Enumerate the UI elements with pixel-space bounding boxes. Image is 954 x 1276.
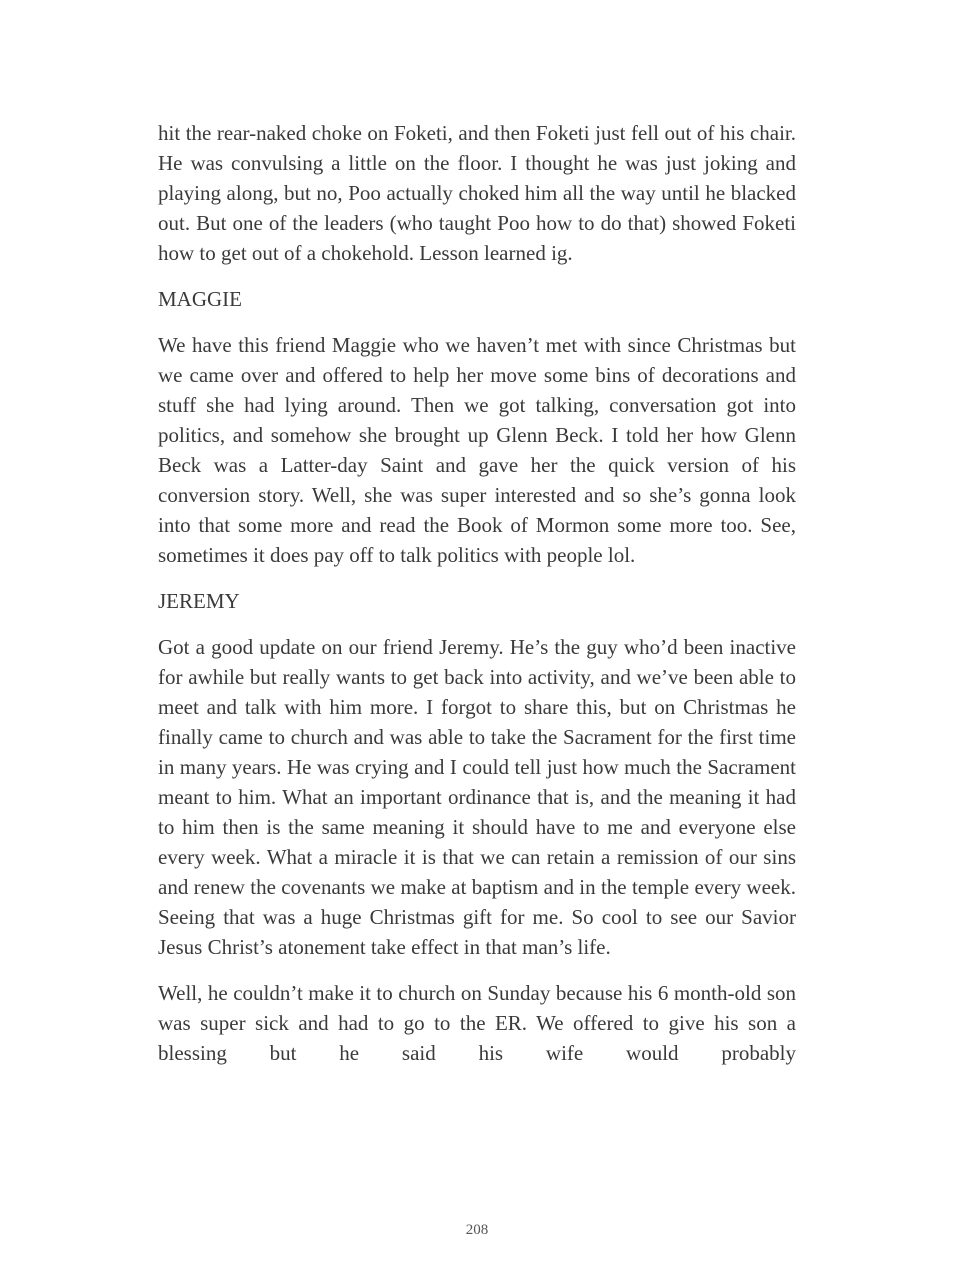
page-number: 208 bbox=[465, 1222, 489, 1238]
paragraph-foketi: hit the rear-naked choke on Foketi, and then Foketi just fell out of his chair. He was convulsing a little on the floor. I thought he was just joking and playing along, but no, Poo actually choked him all the way until he blacked out. But one of the leaders (who taught Poo how to do that) showed Foketi how to get out of a chokehold. Lesson learned ig. bbox=[158, 121, 796, 265]
paragraph-jeremy: Got a good update on our friend Jeremy. He’s the guy who’d been inactive for awhile but really wants to get back into activity, and we’ve been able to meet and talk with him more. I forgot to share this, but on Christmas he finally came to church and was able to take the Sacrament for the first time in many years. He was crying and I could tell just how much the Sacrament meant to him. What an important ordinance that is, and the meaning it had to him then is the same meaning it should have to me and everyone else every week. What a miracle it is that we can retain a remission of our sins and renew the covenants we make at baptism and in the temple every week. Seeing that was a huge Christmas gift for me. So cool to see our Savior Jesus Christ’s atonement take effect in that man’s life. bbox=[158, 635, 796, 959]
paragraph-jeremy-continued: Well, he couldn’t make it to church on Sunday because his 6 month-old son was super sick and had to go to the ER. We offered to give his son a blessing but he said his wife would probably bbox=[158, 981, 796, 1065]
section-heading-maggie: MAGGIE bbox=[158, 287, 242, 311]
page-body bbox=[158, 118, 796, 1068]
section-heading-jeremy: JEREMY bbox=[158, 589, 240, 613]
paragraph-maggie: We have this friend Maggie who we haven’t met with since Christmas but we came over and offered to help her move some bins of decorations and stuff she had lying around. Then we got talking, conversation got into politics, and somehow she brought up Glenn Beck. I told her how Glenn Beck was a Latter-day Saint and gave her the quick version of his conversion story. Well, she was super interested and so she’s gonna look into that some more and read the Book of Mormon some more too. See, sometimes it does pay off to talk politics with people lol. bbox=[158, 333, 796, 567]
